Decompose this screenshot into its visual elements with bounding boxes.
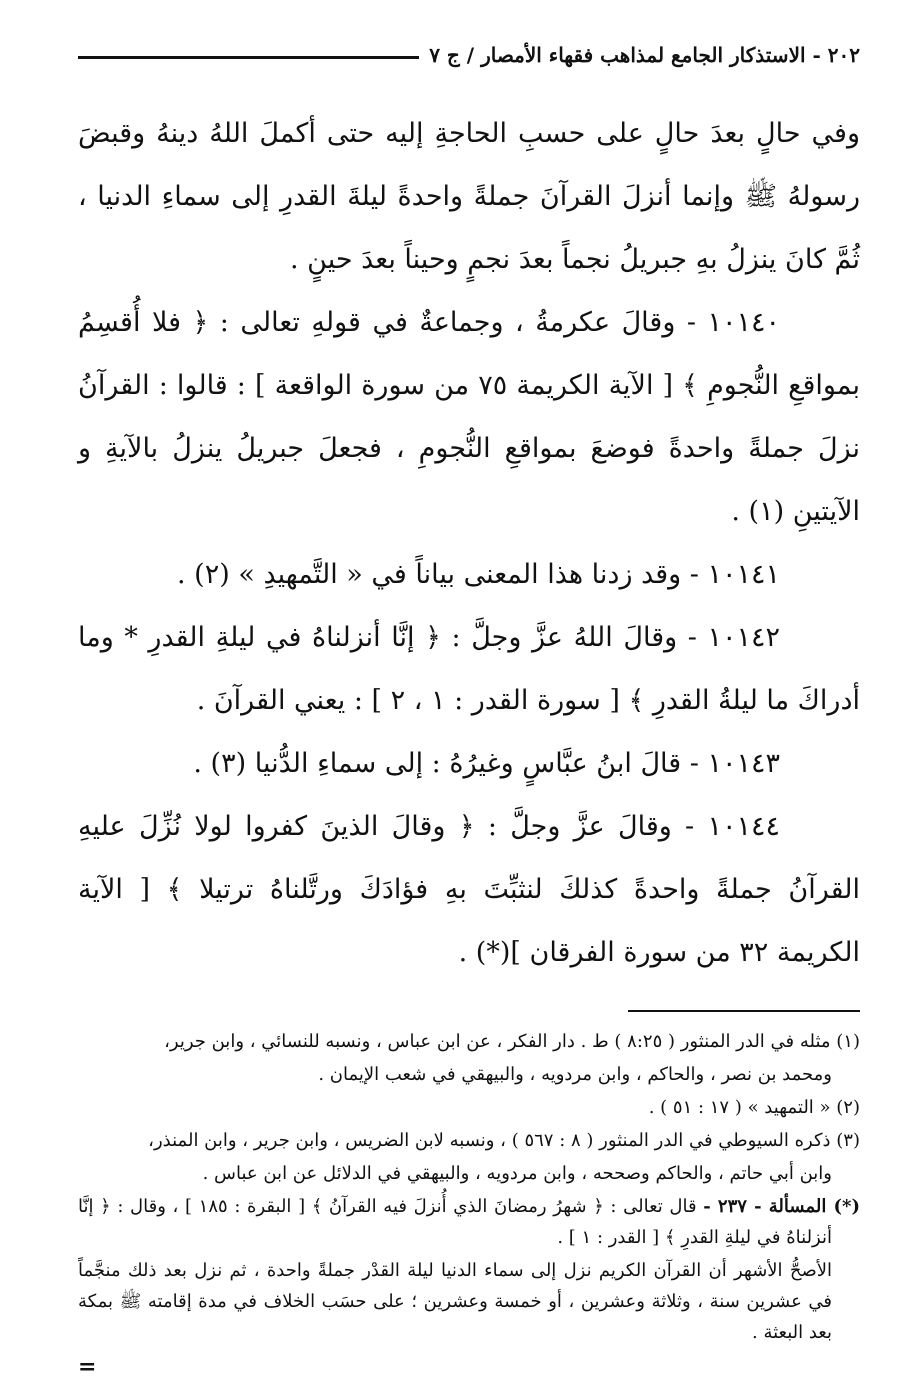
footnotes bbox=[78, 1026, 860, 1383]
item-10140: ١٠١٤٠ - وقالَ عكرمةُ ، وجماعةٌ في قولهِ تعالى : ﴿ فلا أُقسِمُ بمواقعِ النُّجومِ ﴾ [ الآية الكريمة ٧٥ من سورة الواقعة ] : قالوا : القرآنُ نزلَ جملةً واحدةً فوضعَ بمواقعِ النُّجومِ ، فجعلَ جبريلُ ينزلُ بالآيةِ و الآيتينِ (١) . bbox=[78, 307, 860, 527]
footnote-3-line-1: (٣) ذكره السيوطي في الدر المنثور ( ٨ : ٥٦٧ ) ، ونسبه لابن الضريس ، وابن جرير ، وابن المنذر، bbox=[148, 1130, 860, 1151]
item-10143: ١٠١٤٣ - قالَ ابنُ عبَّاسٍ وغيرُهُ : إلى سماءِ الدُّنيا (٣) . bbox=[193, 748, 780, 779]
footnote-1-line-2: ومحمد بن نصر ، والحاكم ، وابن مردويه ، والبيهقي في شعب الإيمان . bbox=[318, 1064, 832, 1085]
running-title: ٢٠٢ - الاستذكار الجامع لمذاهب فقهاء الأمصار / ج ٧ bbox=[429, 43, 860, 67]
intro-paragraph: وفي حالٍ بعدَ حالٍ على حسبِ الحاجةِ إليه حتى أكملَ اللهُ دينهُ وقبضَ رسولهُ ﷺ وإنما أنزلَ القرآنَ جملةً واحدةً ليلةَ القدرِ إلى سماءِ الدنيا ، ثُمَّ كانَ ينزلُ بهِ جبريلُ نجماً بعدَ نجمٍ وحيناً بعدَ حينٍ . bbox=[78, 118, 860, 275]
footnote-3-line-2: وابن أبي حاتم ، والحاكم وصححه ، وابن مردويه ، والبيهقي في الدلائل عن ابن عباس . bbox=[202, 1163, 832, 1184]
footnote-star-text: قال تعالى : ﴿ شهرُ رمضانَ الذي أُنزلَ فيه القرآنُ ﴾ [ البقرة : ١٨٥ ] ، وقال : ﴿ إنَّا أنزلناهُ في ليلةِ القدرِ ﴾ [ القدر : ١ ] . bbox=[78, 1196, 832, 1248]
item-10141: ١٠١٤١ - وقد زدنا هذا المعنى بياناً في « التَّمهيدِ » (٢) . bbox=[177, 559, 780, 590]
footnote-1-line-1: (١) مثله في الدر المنثور ( ٨:٢٥ ) ط . دار الفكر ، عن ابن عباس ، ونسبه للنسائي ، وابن جرير، bbox=[164, 1031, 860, 1052]
continuation-mark: = bbox=[78, 1354, 97, 1380]
main-text bbox=[78, 102, 860, 984]
running-header bbox=[78, 30, 860, 80]
book-page bbox=[78, 30, 860, 1383]
footnote-star-label: (*) المسألة - ٢٣٧ - bbox=[703, 1196, 860, 1217]
item-10142: ١٠١٤٢ - وقالَ اللهُ عزَّ وجلَّ : ﴿ إنَّا أنزلناهُ في ليلةِ القدرِ * وما أدراكَ ما ليلةُ القدرِ ﴾ [ سورة القدر : ١ ، ٢ ] : يعني القرآنَ . bbox=[78, 622, 860, 716]
footnote-star bbox=[78, 1191, 860, 1253]
item-10144: ١٠١٤٤ - وقالَ عزَّ وجلَّ : ﴿ وقالَ الذينَ كفروا لولا نُزِّلَ عليهِ القرآنُ جملةً واحدةً كذلكَ لنثبِّتَ بهِ فؤادَكَ ورتَّلناهُ ترتيلا ﴾ [ الآية الكريمة ٣٢ من سورة الفرقان ](*) . bbox=[78, 811, 860, 968]
header-rule bbox=[78, 56, 419, 59]
footnote-separator bbox=[628, 1010, 860, 1012]
footnote-2: (٢) « التمهيد » ( ١٧ : ٥١ ) . bbox=[648, 1097, 860, 1118]
footnote-star-paragraph: الأصحُّ الأشهر أن القرآن الكريم نزل إلى سماء الدنيا ليلة القدْر جملةً واحدة ، ثم نزل بعد ذلك منجَّماً في عشرين سنة ، وثلاثة وعشرين ، أو خمسة وعشرين ؛ على حسَب الخلاف في مدة إقامته ﷺ بمكة بعد البعثة . bbox=[78, 1260, 832, 1343]
